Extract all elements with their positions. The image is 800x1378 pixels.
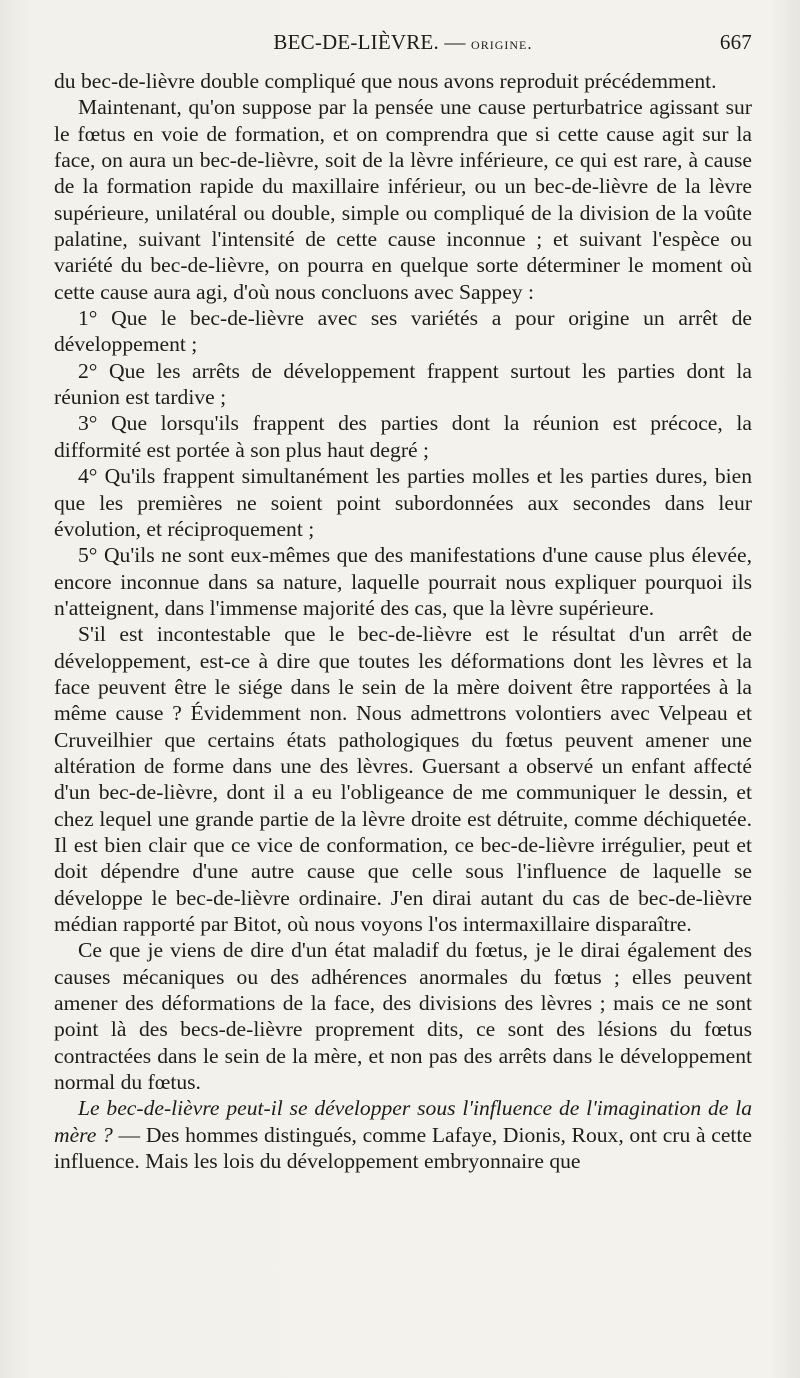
conclusion-item-3: 3° Que lorsqu'ils frappent des parties dont la réunion est précoce, la difformité est portée à son plus haut degré ;	[54, 411, 752, 462]
body-text	[54, 68, 752, 1174]
conclusion-item-5: 5° Qu'ils ne sont eux-mêmes que des manifestations d'une cause plus élevée, encore inconnue dans sa nature, laquelle pourrait nous expliquer pourquoi ils n'atteignent, dans l'immense majorité des cas, que la lèvre supérieure.	[54, 543, 752, 620]
running-title-main: BEC-DE-LIÈVRE.	[273, 30, 439, 54]
paragraph-cause-perturbatrice: Maintenant, qu'on suppose par la pensée une cause perturbatrice agissant sur le fœtus en voie de formation, et on comprendra que si cette cause agit sur la face, on aura un bec-de-lièvre, soit de la lèvre inférieure, ce qui est rare, à cause de la formation rapide du maxillaire inférieur, ou un bec-de-lièvre de la lèvre supérieure, unilatéral ou double, simple ou compliqué de la division de la voûte palatine, suivant l'intensité de cette cause inconnue ; et suivant l'espèce ou variété du bec-de-lièvre, on pourra en quelque sorte déterminer le moment où cette cause aura agi, d'où nous concluons avec Sappey :	[54, 95, 752, 304]
running-title-sub: origine.	[471, 34, 533, 53]
paragraph-causes-mecaniques: Ce que je viens de dire d'un état maladif du fœtus, je le dirai également des causes mécaniques ou des adhérences anormales du fœtus ; elles peuvent amener des déformations de la face, des divisions des lèvres ; mais ce ne sont point là des becs-de-lièvre proprement dits, ce sont des lésions du fœtus contractées dans le sein de la mère, et non pas des arrêts dans le développement normal du fœtus.	[54, 938, 752, 1095]
imagination-question: Le bec-de-lièvre peut-il se développer sous l'influence de l'imagination de la mère ?	[54, 1096, 752, 1147]
imagination-answer: — Des hommes distingués, comme Lafaye, Dionis, Roux, ont cru à cette influence. Mais les lois du développement embryonnaire que	[54, 1122, 752, 1174]
conclusion-item-4: 4° Qu'ils frappent simultanément les parties molles et les parties dures, bien que les premières ne soient point subordonnées aux secondes dans leur évolution, et réciproquement ;	[54, 464, 752, 541]
conclusion-item-2: 2° Que les arrêts de développement frappent surtout les parties dont la réunion est tardive ;	[54, 358, 752, 410]
paragraph-continuation: du bec-de-lièvre double compliqué que nous avons reproduit précédemment.	[54, 69, 717, 93]
running-title	[54, 30, 752, 55]
paragraph-deformations: S'il est incontestable que le bec-de-lièvre est le résultat d'un arrêt de développement, est-ce à dire que toutes les déformations dont les lèvres et la face peuvent être le siége dans le sein de la mère doivent être rapportées à la même cause ? Évidemment non. Nous admettrons volontiers avec Velpeau et Cruveilhier que certains états pathologiques du fœtus peuvent amener une altération de forme dans une des lèvres. Guersant a observé un enfant affecté d'un bec-de-lièvre, dont il a eu l'obligeance de me communiquer le dessin, et chez lequel une grande partie de la lèvre droite est détruite, comme déchiquetée. Il est bien clair que ce vice de conformation, ce bec-de-lièvre irrégulier, peut et doit dépendre d'une autre cause que celle sous l'influence de laquelle se développe le bec-de-lièvre ordinaire. J'en dirai autant du cas de bec-de-lièvre médian rapporté par Bitot, où nous voyons l'os intermaxillaire disparaître.	[54, 622, 752, 936]
running-title-separator: —	[444, 30, 466, 54]
conclusion-item-1: 1° Que le bec-de-lièvre avec ses variétés a pour origine un arrêt de développement ;	[54, 306, 752, 357]
page-number: 667	[719, 30, 752, 54]
page-header	[54, 30, 752, 60]
paragraph-imagination	[54, 1095, 752, 1174]
